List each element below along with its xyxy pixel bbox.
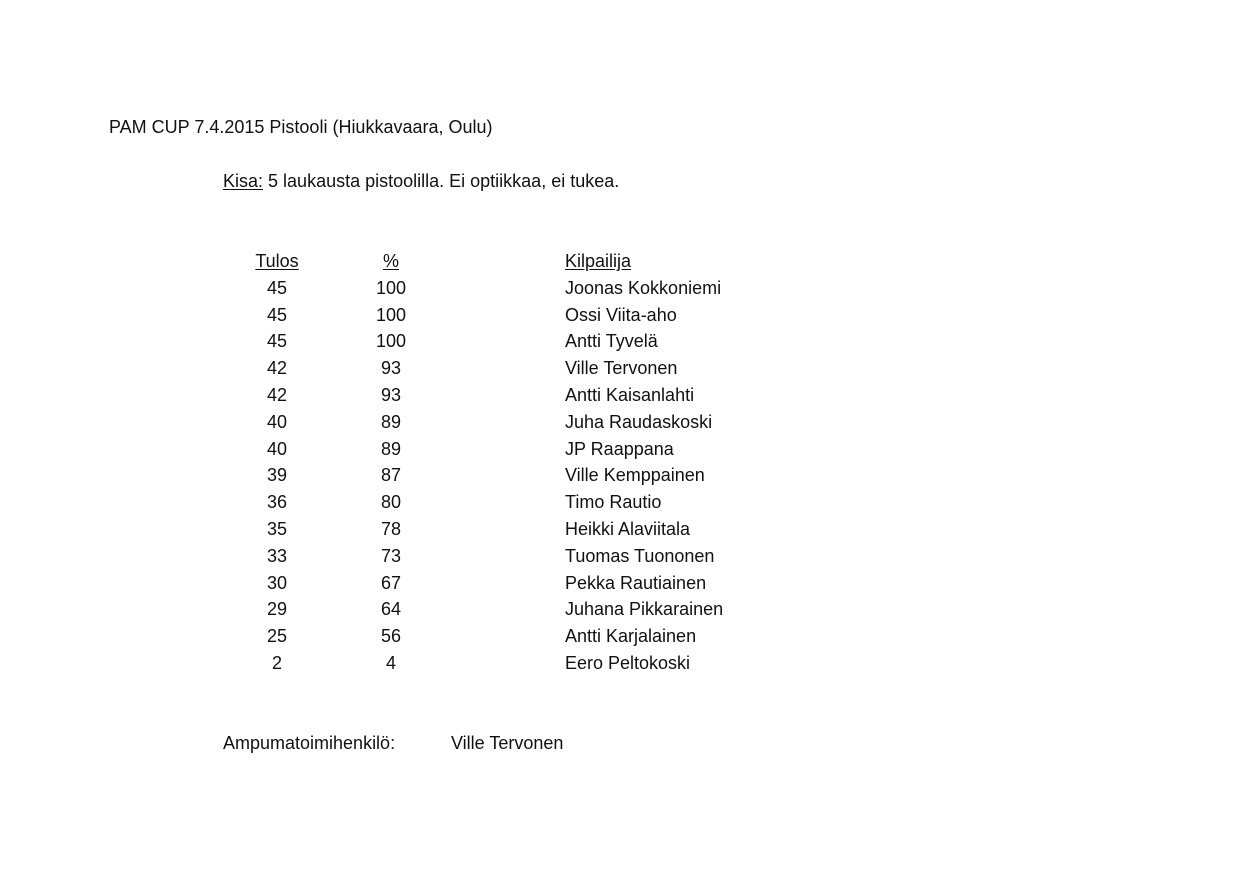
kisa-label: Kisa: — [223, 171, 264, 191]
results-table — [0, 249, 900, 678]
row-score: 33 — [266, 545, 288, 566]
row-percent: 100 — [375, 331, 407, 352]
row-score: 45 — [266, 277, 288, 298]
row-name: Eero Peltokoski — [565, 652, 691, 673]
row-score: 40 — [266, 411, 288, 432]
table-row — [0, 651, 900, 678]
header-percent: % — [382, 251, 399, 271]
row-score: 2 — [271, 652, 282, 673]
row-percent: 100 — [375, 277, 407, 298]
row-name: Heikki Alaviitala — [565, 518, 691, 539]
header-score: Tulos — [255, 251, 299, 271]
table-row — [0, 437, 900, 464]
table-row — [0, 383, 900, 410]
table-row — [0, 624, 900, 651]
table-row — [0, 517, 900, 544]
table-row — [0, 544, 900, 571]
row-percent: 56 — [380, 626, 402, 647]
row-score: 29 — [266, 599, 288, 620]
table-row — [0, 410, 900, 437]
official-label: Ampumatoimihenkilö: — [223, 733, 396, 753]
row-name: Juha Raudaskoski — [565, 411, 713, 432]
row-score: 30 — [266, 572, 288, 593]
row-score: 40 — [266, 438, 288, 459]
row-score: 35 — [266, 518, 288, 539]
row-score: 25 — [266, 626, 288, 647]
row-percent: 89 — [380, 438, 402, 459]
row-score: 45 — [266, 304, 288, 325]
table-row — [0, 356, 900, 383]
table-row — [0, 571, 900, 598]
row-name: Joonas Kokkoniemi — [565, 277, 722, 298]
table-row — [0, 490, 900, 517]
kisa-text: 5 laukausta pistoolilla. Ei optiikkaa, ei tukea. — [263, 171, 620, 191]
table-row — [0, 597, 900, 624]
row-percent: 100 — [375, 304, 407, 325]
row-name: Antti Kaisanlahti — [565, 384, 695, 405]
row-name: Ossi Viita-aho — [565, 304, 677, 325]
row-name: Tuomas Tuononen — [565, 545, 715, 566]
row-name: Juhana Pikkarainen — [565, 599, 724, 620]
row-name: JP Raappana — [565, 438, 674, 459]
row-percent: 4 — [385, 652, 396, 673]
row-percent: 93 — [380, 358, 402, 379]
row-percent: 67 — [380, 572, 402, 593]
table-body — [0, 276, 900, 678]
row-percent: 87 — [380, 465, 402, 486]
header-name: Kilpailija — [565, 251, 632, 271]
row-name: Pekka Rautiainen — [565, 572, 707, 593]
row-name: Antti Tyvelä — [565, 331, 658, 352]
page-title: PAM CUP 7.4.2015 Pistooli (Hiukkavaara, Oulu) — [109, 117, 493, 137]
row-score: 39 — [266, 465, 288, 486]
row-percent: 64 — [380, 599, 402, 620]
competition-description — [223, 169, 619, 193]
table-header-row — [0, 249, 900, 276]
row-percent: 78 — [380, 518, 402, 539]
row-name: Ville Tervonen — [565, 358, 678, 379]
row-score: 45 — [266, 331, 288, 352]
row-percent: 73 — [380, 545, 402, 566]
official-name: Ville Tervonen — [451, 733, 564, 753]
row-percent: 80 — [380, 492, 402, 513]
row-percent: 89 — [380, 411, 402, 432]
row-score: 36 — [266, 492, 288, 513]
row-score: 42 — [266, 358, 288, 379]
row-name: Antti Karjalainen — [565, 626, 697, 647]
table-row — [0, 463, 900, 490]
table-row — [0, 329, 900, 356]
row-name: Ville Kemppainen — [565, 465, 705, 486]
row-percent: 93 — [380, 384, 402, 405]
row-score: 42 — [266, 384, 288, 405]
table-row — [0, 303, 900, 330]
table-row — [0, 276, 900, 303]
row-name: Timo Rautio — [565, 492, 662, 513]
